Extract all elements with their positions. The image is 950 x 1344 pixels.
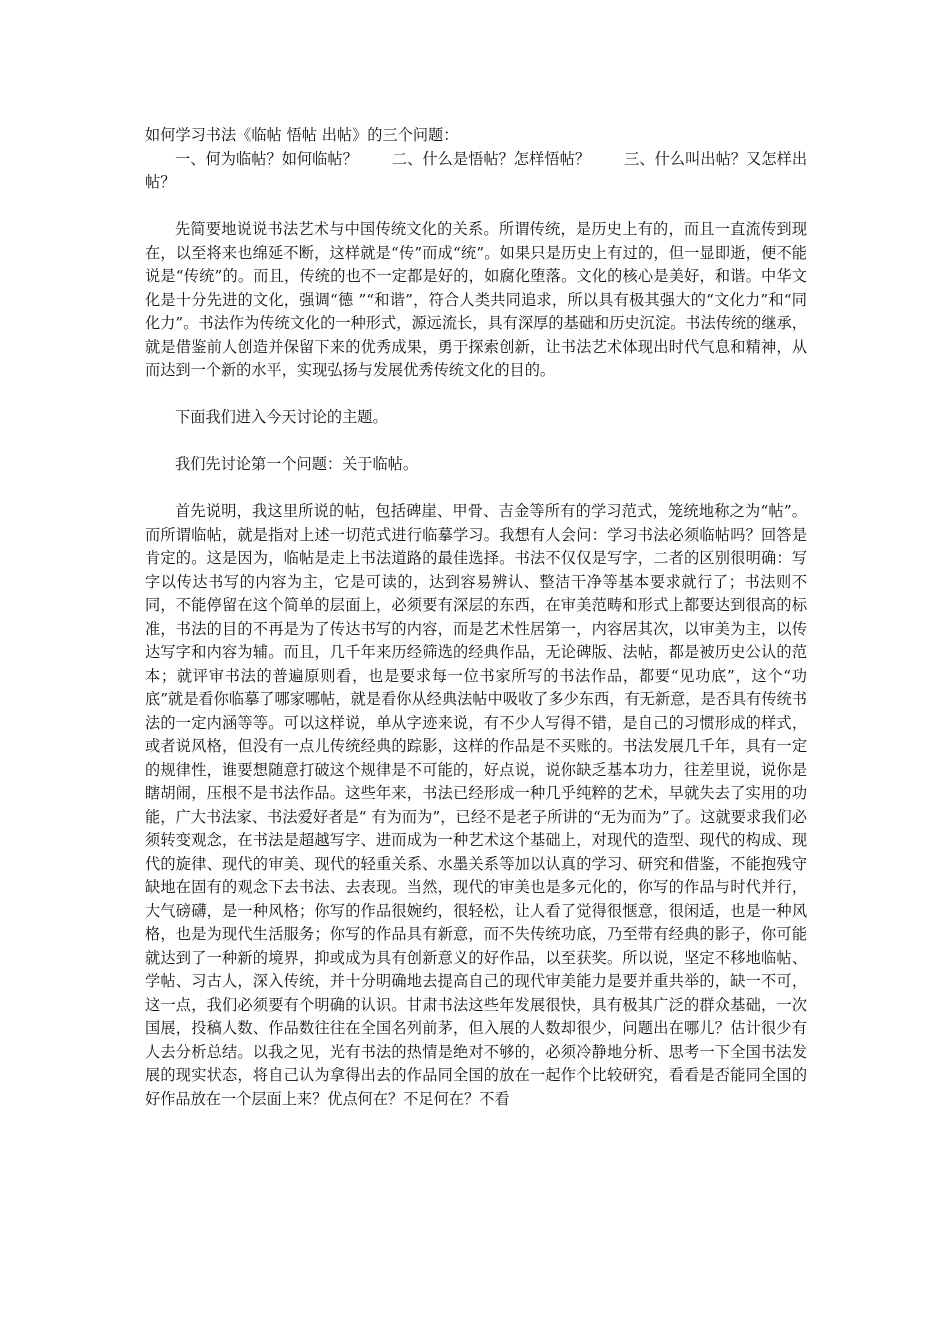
paragraph-first-question: 我们先讨论第一个问题：关于临帖。 (175, 455, 418, 473)
document-title-line: 如何学习书法《临帖 悟帖 出帖》的三个问题： (145, 126, 459, 144)
question-1: 一、何为临帖？如何临帖？ (175, 149, 358, 168)
paragraph-tradition: 先简要地说说书法艺术与中国传统文化的关系。所谓传统，是历史上有的，而且一直流传到现在，以至将来也绵延不断，这样就是“传”而成“统”。如果只是历史上有过的，但一显即逝，便不能说是“传统”的。而且，传统的也不一定都是好的，如腐化堕落。文化的核心是美好，和谐。中华文化是十分先进的文化，强调“德 ”“和谐”，符合人类共同追求，所以具有极其强大的“文化力”和“同化力”。书法作为传统文化的一种形式，源远流长，具有深厚的基础和历史沉淀。书法传统的继承，就是借鉴前人创造并保留下来的优秀成果，勇于探索创新，让书法艺术体现出时代气息和精神，从而达到一个新的水平，实现弘扬与发展优秀传统文化的目的。 (145, 220, 807, 379)
question-3: 三、什么叫出帖？又怎样出帖？ (145, 149, 808, 191)
question-list (145, 148, 807, 195)
paragraph-about-copying: 首先说明，我这里所说的帖，包括碑崖、甲骨、吉金等所有的学习范式，笼统地称之为“帖”。而所谓临帖，就是指对上述一切范式进行临摹学习。我想有人会问：学习书法必须临帖吗？回答是肯定的。这是因为，临帖是走上书法道路的最佳选择。书法不仅仅是写字，二者的区别很明确：写字以传达书写的内容为主，它是可读的，达到容易辨认、整洁干净等基本要求就行了；书法则不同，不能停留在这个简单的层面上，必须要有深层的东西，在审美范畴和形式上都要达到很高的标准，书法的目的不再是为了传达书写的内容，而是艺术性居第一，内容居其次，以审美为主，以传达写字和内容为辅。而且，几千年来历经筛选的经典作品，无论碑版、法帖，都是被历史公认的范本；就评审书法的普遍原则看，也是要求每一位书家所写的书法作品，都要“见功底”，这个“功底”就是看你临摹了哪家哪帖，就是看你从经典法帖中吸收了多少东西，有无新意，是否具有传统书法的一定内涵等等。可以这样说，单从字迹来说，有不少人写得不错，是自己的习惯形成的样式，或者说风格，但没有一点儿传统经典的踪影，这样的作品是不买账的。书法发展几千年，具有一定的规律性，谁要想随意打破这个规律是不可能的，好点说，说你缺乏基本功力，往差里说，说你是瞎胡闹，压根不是书法作品。这些年来，书法已经形成一种几乎纯粹的艺术，早就失去了实用的功能，广大书法家、书法爱好者是“ 有为而为”，已经不是老子所讲的“无为而为”了。这就要求我们必须转变观念，在书法是超越写字、进而成为一种艺术这个基础上，对现代的造型、现代的构成、现代的旋律、现代的审美、现代的轻重关系、水墨关系等加以认真的学习、研究和借鉴，不能抱残守缺地在固有的观念下去书法、去表现。当然，现代的审美也是多元化的，你写的作品与时代并行，大气磅礴，是一种风格；你写的作品很婉约，很轻松，让人看了觉得很惬意，很闲适，也是一种风格，也是为现代生活服务；你写的作品具有新意，而不失传统功底，乃至带有经典的影子，你可能就达到了一种新的境界，抑或成为具有创新意义的好作品，以至获奖。所以说，坚定不移地临帖、学帖、习古人，深入传统，并十分明确地去提高自己的现代审美能力是要并重共举的，缺一不可，这一点，我们必须要有个明确的认识。甘肃书法这些年发展很快，具有极其广泛的群众基础，一次国展，投稿人数、作品数往往在全国名列前茅，但入展的人数却很少，问题出在哪儿？估计很少有人去分析总结。以我之见，光有书法的热情是绝对不够的，必须冷静地分析、思考一下全国书法发展的现实状态，将自己认为拿得出去的作品同全国的放在一起作个比较研究，看看是否能同全国的好作品放在一个层面上来？优点何在？不足何在？不看 (145, 502, 807, 1108)
document-page (145, 124, 807, 1111)
paragraph-topic-intro: 下面我们进入今天讨论的主题。 (175, 408, 388, 426)
question-2: 二、什么是悟帖？怎样悟帖？ (391, 149, 591, 168)
